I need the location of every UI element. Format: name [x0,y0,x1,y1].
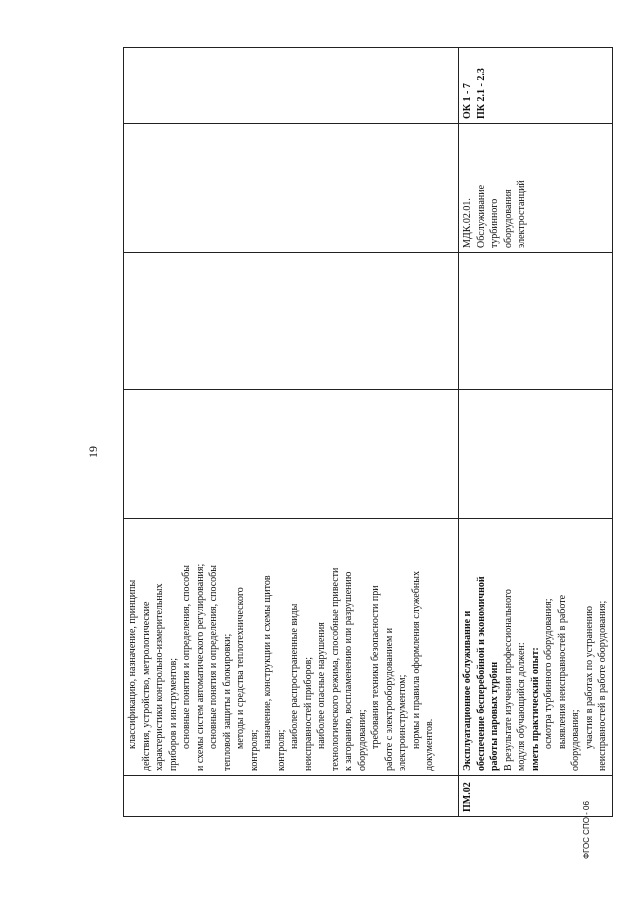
knowledge-line: технологического режима, способные привести [329,567,341,771]
competence-line: ПК 2.1 - 2.3 [475,68,487,119]
module-code: ПМ.02 [459,776,613,817]
knowledge-line: действия, устройство, метрологические [140,601,152,771]
empty-cell [124,390,459,519]
competence-cell-empty [124,48,459,124]
mdk-line: турбинного [489,198,500,248]
mdk-cell-empty [124,124,459,253]
module-body-line: выявления неисправностей в работе [556,594,568,749]
module-description-cell [459,519,613,776]
module-title-line: Эксплуатационное обслуживание и [462,610,473,771]
knowledge-line: к загоранию, воспламенению или разрушению [343,571,354,771]
knowledge-line: характеристики контрольно-измерительных [154,583,165,771]
mdk-line: оборудования [502,189,514,248]
module-body-line: оборудования; [570,709,581,771]
competence-cell [459,48,613,124]
module-body-line: осмотра турбинного оборудования; [543,598,554,749]
module-body-line: неисправностей в работе оборудования; [597,600,608,771]
knowledge-line: электроинструментом; [397,674,408,771]
knowledge-line: документов. [424,718,435,771]
knowledge-line: контроля; [275,729,287,771]
knowledge-line: наиболее распространенные виды [289,603,300,749]
knowledge-line: основные понятия и определения, способы [181,565,192,749]
mdk-line: электростанций [516,180,527,248]
knowledge-line: оборудования; [356,709,368,771]
standard-table [123,47,613,817]
empty-cell [459,390,613,519]
table-row [124,48,459,817]
knowledge-line: контроля; [248,729,260,771]
empty-cell [459,253,613,390]
knowledge-line: основные понятия и определения, способы [208,565,219,749]
table-row [459,48,613,817]
module-title-line: обеспечение бесперебойной и экономичной [475,576,487,771]
page-number: 19 [86,446,100,458]
empty-cell [124,253,459,390]
knowledge-line: и схемы систем автоматического регулирования; [194,563,206,771]
knowledge-line: требования техники безопасности при [370,585,381,749]
knowledge-line: тепловой защиты и блокировки; [221,633,233,771]
module-body-line: участия в работах по устранению [583,606,595,749]
footer-label: ФГОС СПО - 06 [582,801,591,859]
module-title-line: работы паровых турбин [489,661,500,771]
knowledge-line: нормы и правила оформления служебных [410,571,422,749]
knowledge-line: назначение, конструкции и схемы щитов [262,575,273,749]
rotated-page [40,37,608,867]
competence-line: ОК 1 - 7 [462,83,473,119]
module-body-line: иметь практический опыт: [529,647,541,771]
mdk-line: МДК.02.01. [462,198,473,248]
knowledge-line: приборов и инструментов; [167,657,179,771]
module-code-cell-empty [124,776,459,817]
mdk-line: Обслуживание [475,184,487,248]
knowledge-line: классификацию, назначение, принципы [127,579,138,749]
module-body-line: В результате изучения профессионального [502,589,514,771]
knowledge-line: работе с электрооборудованием и [383,627,395,771]
knowledge-line: неисправностей приборов; [302,656,314,771]
knowledge-line: методы и средства теплотехнического [235,587,246,749]
mdk-cell [459,124,613,253]
module-body-line: модуля обучающийся должен: [516,642,527,771]
knowledge-cell [124,519,459,776]
knowledge-line: наиболее опасные нарушения [316,622,327,749]
